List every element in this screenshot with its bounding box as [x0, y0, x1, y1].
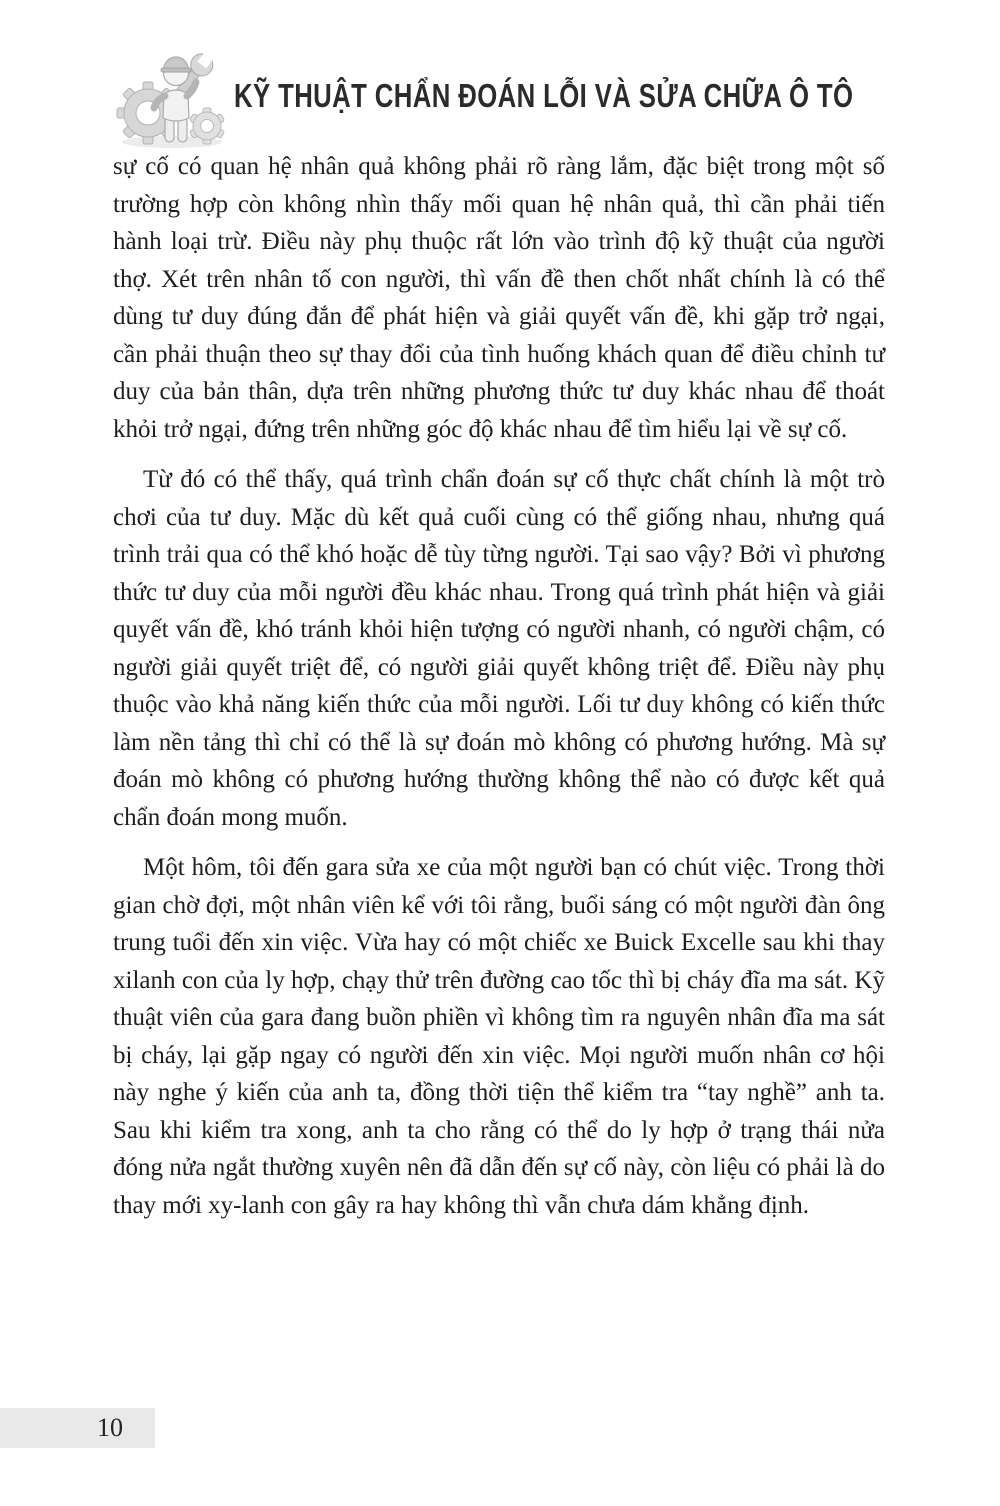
mechanic-icon [110, 42, 230, 150]
paragraph-2: Từ đó có thể thấy, quá trình chẩn đoán sự cố thực chất chính là một trò chơi của tư duy. Mặc dù kết quả cuối cùng có thể giống nhau, nhưng quá trình trải qua có thể khó hoặc dễ tùy từng người. Tại sao vậy? Bởi vì phương thức tư duy của mỗi người đều khác nhau. Trong quá trình phát hiện và giải quyết vấn đề, khó tránh khỏi hiện tượng có người nhanh, có người chậm, có người giải quyết triệt để, có người giải quyết không triệt để. Điều này phụ thuộc vào khả năng kiến thức của mỗi người. Lối tư duy không có kiến thức làm nền tảng thì chỉ có thể là sự đoán mò không có phương hướng. Mà sự đoán mò không có phương hướng thường không thể nào có được kết quả chẩn đoán mong muốn. [113, 466, 885, 831]
page-title: KỸ THUẬT CHẨN ĐOÁN LỖI VÀ SỬA CHỮA Ô TÔ [234, 77, 854, 114]
body-text [113, 148, 885, 1237]
paragraph-3: Một hôm, tôi đến gara sửa xe của một người bạn có chút việc. Trong thời gian chờ đợi, một nhân viên kể với tôi rằng, buổi sáng có một người đàn ông trung tuổi đến xin việc. Vừa hay có một chiếc xe Buick Excelle sau khi thay xilanh con của ly hợp, chạy thử trên đường cao tốc thì bị cháy đĩa ma sát. Kỹ thuật viên của gara đang buồn phiền vì không tìm ra nguyên nhân đĩa ma sát bị cháy, lại gặp ngay có người đến xin việc. Mọi người muốn nhân cơ hội này nghe ý kiến của anh ta, đồng thời tiện thể kiểm tra “tay nghề” anh ta. Sau khi kiểm tra xong, anh ta cho rằng có thể do ly hợp ở trạng thái nửa đóng nửa ngắt thường xuyên nên đã dẫn đến sự cố này, còn liệu có phải là do thay mới xy-lanh con gây ra hay không thì vẫn chưa dám khẳng định. [113, 854, 885, 1219]
page-number: 10 [97, 1413, 123, 1442]
page-number-tab [0, 1408, 155, 1448]
paragraph-1: sự cố có quan hệ nhân quả không phải rõ ràng lắm, đặc biệt trong một số trường hợp còn không nhìn thấy mối quan hệ nhân quả, thì cần phải tiến hành loại trừ. Điều này phụ thuộc rất lớn vào trình độ kỹ thuật của người thợ. Xét trên nhân tố con người, thì vấn đề then chốt nhất chính là có thể dùng tư duy đúng đắn để phát hiện và giải quyết vấn đề, khi gặp trở ngại, cần phải thuận theo sự thay đổi của tình huống khách quan để điều chỉnh tư duy của bản thân, dựa trên những phương thức tư duy khác nhau để thoát khỏi trở ngại, đứng trên những góc độ khác nhau để tìm hiểu lại về sự cố. [113, 153, 885, 443]
page-header [110, 42, 890, 150]
